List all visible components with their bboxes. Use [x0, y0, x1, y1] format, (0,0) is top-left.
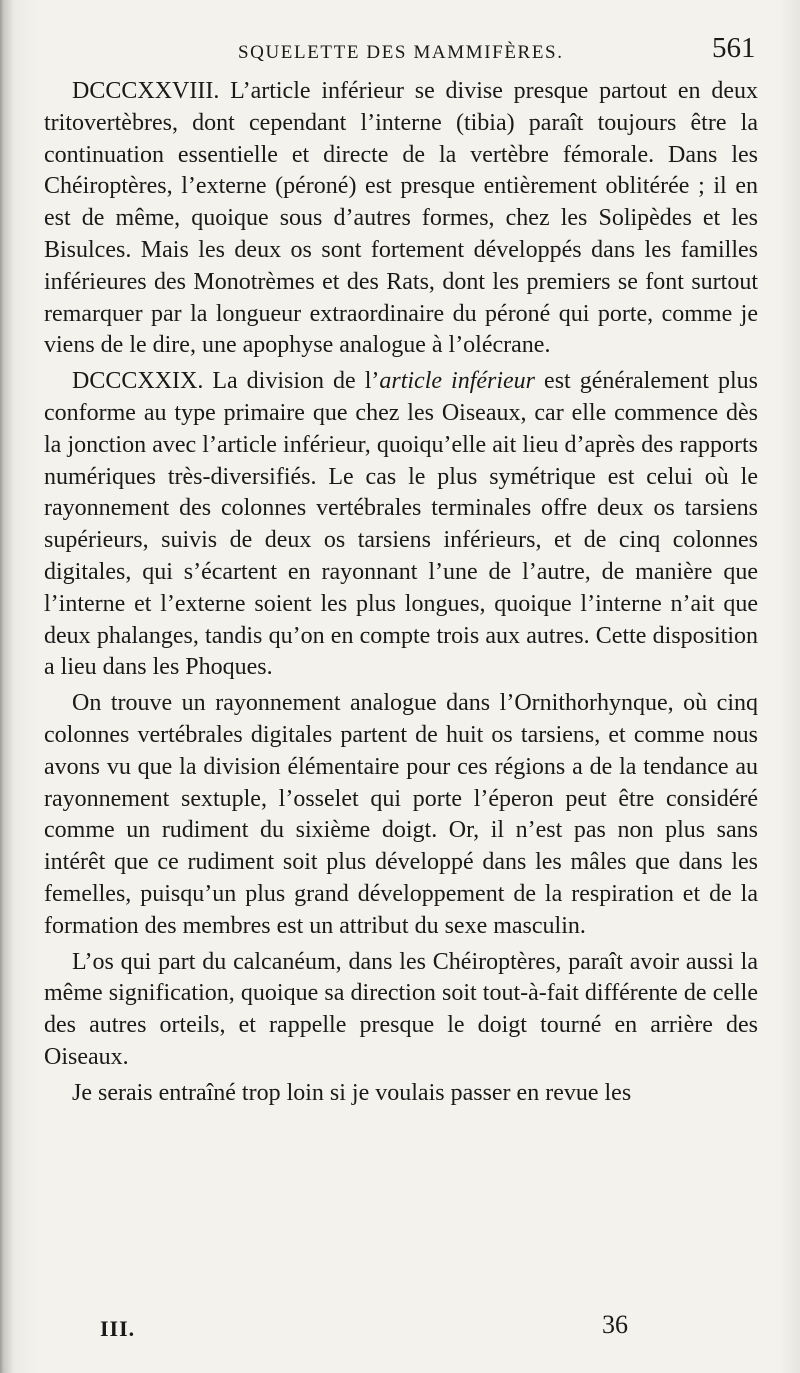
running-head [0, 30, 800, 70]
page-number: 561 [712, 32, 756, 64]
paragraph-text: On trouve un rayonnement analogue dans l’Ornithorhynque, où cinq colonnes vertébrales digitales partent de huit os tarsiens, et comme nous avons vu que la division élémentaire pour ces régions a de la tendance au rayonnement sextuple, l’osselet qui porte l’éperon peut être considéré comme un rudiment du sixième doigt. Or, il n’est pas non plus sans intérêt que ce rudiment soit plus développé dans les mâles que dans les femelles, puisqu’un plus grand développement de la respiration et de la formation des membres est un attribut du sexe masculin. [44, 690, 758, 939]
body-text [44, 76, 758, 1110]
sheet-number: 36 [602, 1310, 628, 1339]
paragraph-text: DCCCXXVIII. L’article inférieur se divise presque partout en deux tritovertèbres, dont cependant l’interne (tibia) paraît toujours être la continuation essentielle et directe de la vertèbre fémorale. Dans les Chéiroptères, l’externe (péroné) est presque entièrement oblitérée ; il en est de même, quoique sous d’autres formes, chez les Solipèdes et les Bisulces. Mais les deux os sont fortement développés dans les familles inférieures des Monotrèmes et des Rats, dont les premiers se font surtout remarquer par la longueur extraordinaire du péroné qui porte, comme je viens de le dire, une apophyse analogue à l’olécrane. [44, 78, 758, 359]
paragraph-text: L’os qui part du calcanéum, dans les Chéiroptères, paraît avoir aussi la même signification, quoique sa direction soit tout-à-fait différente de celle des autres orteils, et rappelle presque le doigt tourné en arrière des Oiseaux. [44, 948, 758, 1070]
paragraph-continuation [44, 1078, 758, 1110]
paragraph-text: Je serais entraîné trop loin si je voulais passer en revue les [72, 1079, 632, 1106]
italic-term: article inférieur [379, 368, 536, 395]
paragraph-dcccxxviii [44, 76, 758, 362]
signature-mark: III. [100, 1316, 136, 1341]
paragraph-dcccxxix [44, 366, 758, 684]
paragraph-text: est généralement plus conforme au type primaire que chez les Oiseaux, car elle commence dès la jonction avec l’article inférieur, quoiqu’elle ait lieu d’après des rapports numériques très-diversifiés. Le cas le plus symétrique est celui où le rayonnement des colonnes vertébrales terminales offre deux os tarsiens supérieurs, suivis de deux os tarsiens inférieurs, et de cinq colonnes digitales, qui s’écartent en rayonnant l’une de l’autre, de manière que l’interne et l’externe soient les plus longues, quoique l’interne n’ait que deux phalanges, tandis qu’on en compte trois aux autres. Cette disposition a lieu dans les Phoques. [44, 368, 758, 681]
paragraph-ornithorhynque [44, 688, 758, 942]
page-footer [0, 1308, 800, 1348]
running-title: SQUELETTE DES MAMMIFÈRES. [238, 42, 564, 63]
paragraph-text: DCCCXXIX. La division de l’ [72, 368, 380, 395]
paragraph-calcaneum [44, 947, 758, 1074]
